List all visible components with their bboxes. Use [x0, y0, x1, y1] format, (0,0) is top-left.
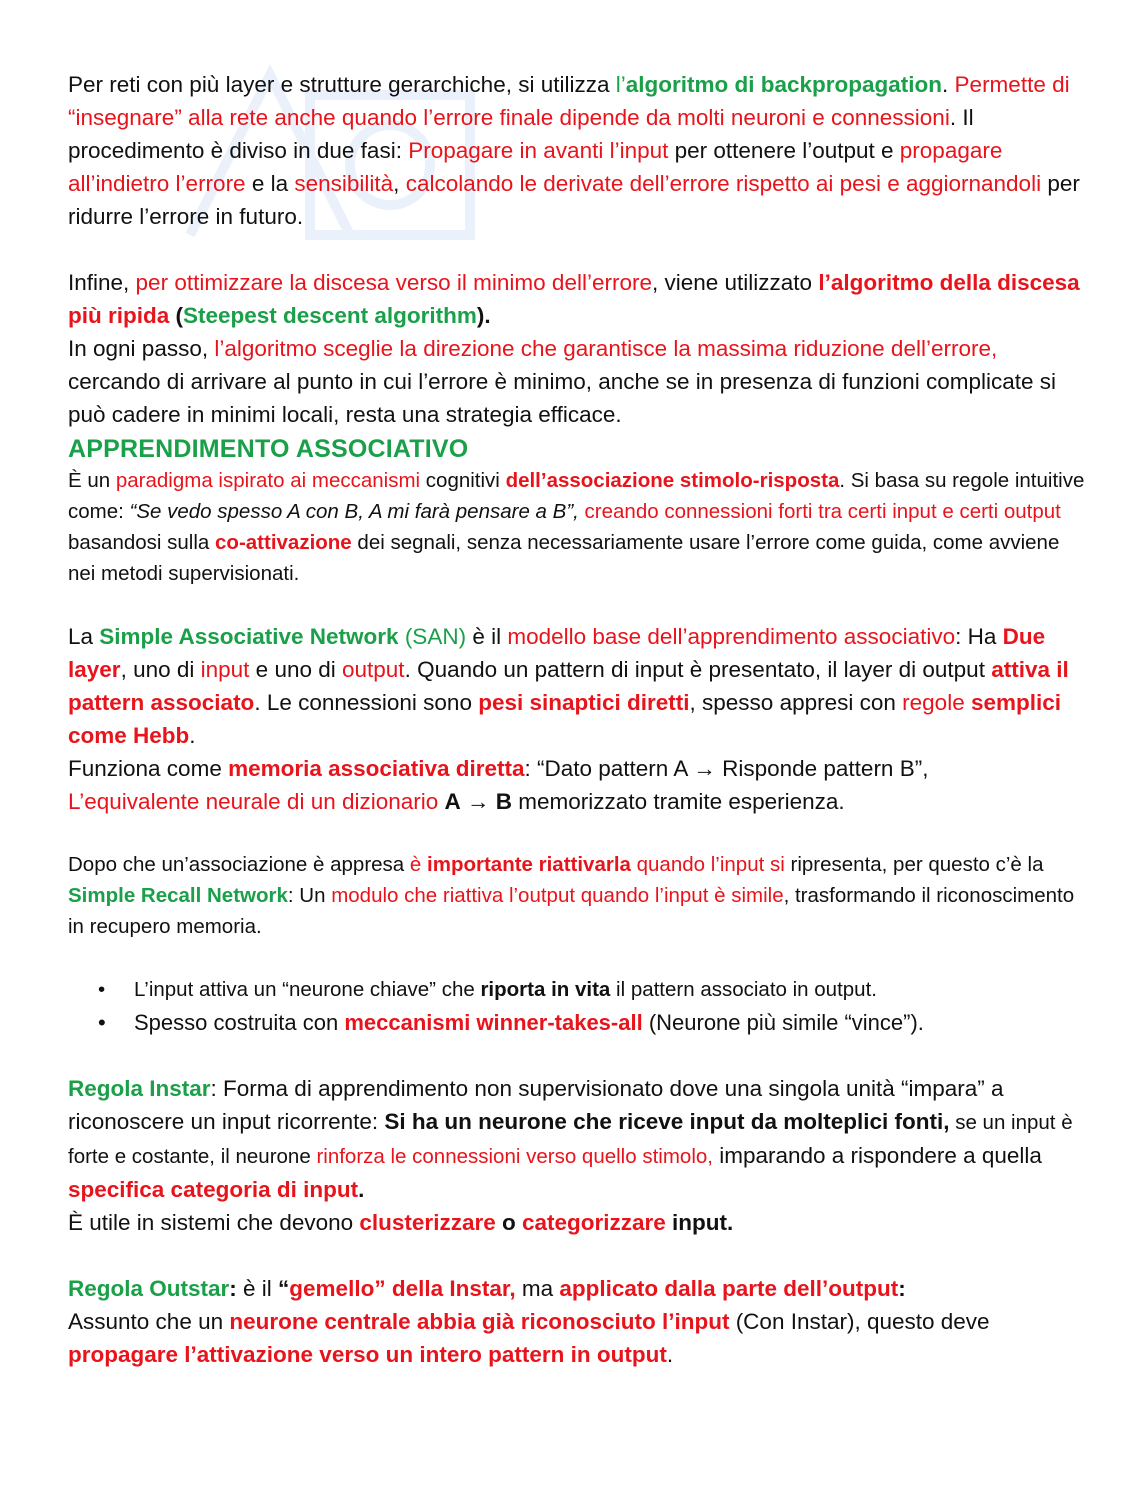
bullet-icon: •	[98, 978, 106, 1001]
document-body	[68, 68, 1088, 1371]
paragraph-outstar-rule: Regola Outstar: è il “gemello” della Instar, ma applicato dalla parte dell’output: Assunto che un neurone centrale abbia già riconosciuto l’input (Con Instar), questo deve propagare l’attivazione verso un intero pattern in output.	[68, 1276, 990, 1367]
bullet-icon: •	[98, 1010, 106, 1035]
paragraph-instar-rule: Regola Instar: Forma di apprendimento non supervisionato dove una singola unità “impara” a riconoscere un input ricorrente: Si ha un neurone che riceve input da molteplici fonti, se un input è forte e costante, il neurone rinforza le connessioni verso quello stimolo, imparando a rispondere a quella specifica categoria di input. È utile in sistemi che devono clusterizzare o categorizzare input.	[68, 1076, 1073, 1235]
paragraph-simple-associative-network: La Simple Associative Network (SAN) è il modello base dell’apprendimento associativo: Ha Due layer, uno di input e uno di output. Quando un pattern di input è presentato, il layer di output attiva il pattern associato. Le connessioni sono pesi sinaptici diretti, spesso appresi con regole semplici come Hebb. Funziona come memoria associativa diretta: “Dato pattern A → Risponde pattern B”, L’equivalente neurale di un dizionario A → B memorizzato tramite esperienza.	[68, 624, 1069, 814]
paragraph-steepest-descent: Infine, per ottimizzare la discesa verso il minimo dell’errore, viene utilizzato l’algoritmo della discesa più ripida (Steepest descent algorithm). In ogni passo, l’algoritmo sceglie la direzione che garantisce la massima riduzione dell’errore, cercando di arrivare al punto in cui l’errore è minimo, anche se in presenza di funzioni complicate si può cadere in minimi locali, resta una strategia efficace.	[68, 270, 1080, 427]
paragraph-associative-intro: È un paradigma ispirato ai meccanismi cognitivi dell’associazione stimolo-risposta. Si basa su regole intuitive come: “Se vedo spesso A con B, A mi farà pensare a B”, creando connessioni forti tra certi input e certi output basandosi sulla co-attivazione dei segnali, senza necessariamente usare l’errore come guida, come avviene nei metodi supervisionati.	[68, 469, 1085, 585]
paragraph-backpropagation: Per reti con più layer e strutture gerarchiche, si utilizza l’algoritmo di backpropagation. Permette di “insegnare” alla rete anche quando l’errore finale dipende da molti neuroni e connessioni. Il procedimento è diviso in due fasi: Propagare in avanti l’input per ottenere l’output e propagare all’indietro l’errore e la sensibilità, calcolando le derivate dell’errore rispetto ai pesi e aggiornandoli per ridurre l’errore in futuro.	[68, 72, 1080, 229]
list-item: • Spesso costruita con meccanismi winner-takes-all (Neurone più simile “vince”).	[68, 1006, 1088, 1039]
bullet-list	[68, 973, 1088, 1039]
paragraph-simple-recall-network: Dopo che un’associazione è appresa è importante riattivarla quando l’input si ripresenta, per questo c’è la Simple Recall Network: Un modulo che riattiva l’output quando l’input è simile, trasformando il riconoscimento in recupero memoria.	[68, 853, 1075, 938]
section-heading: APPRENDIMENTO ASSOCIATIVO	[68, 435, 469, 463]
list-item: • L’input attiva un “neurone chiave” che riporta in vita il pattern associato in output.	[68, 973, 1088, 1006]
